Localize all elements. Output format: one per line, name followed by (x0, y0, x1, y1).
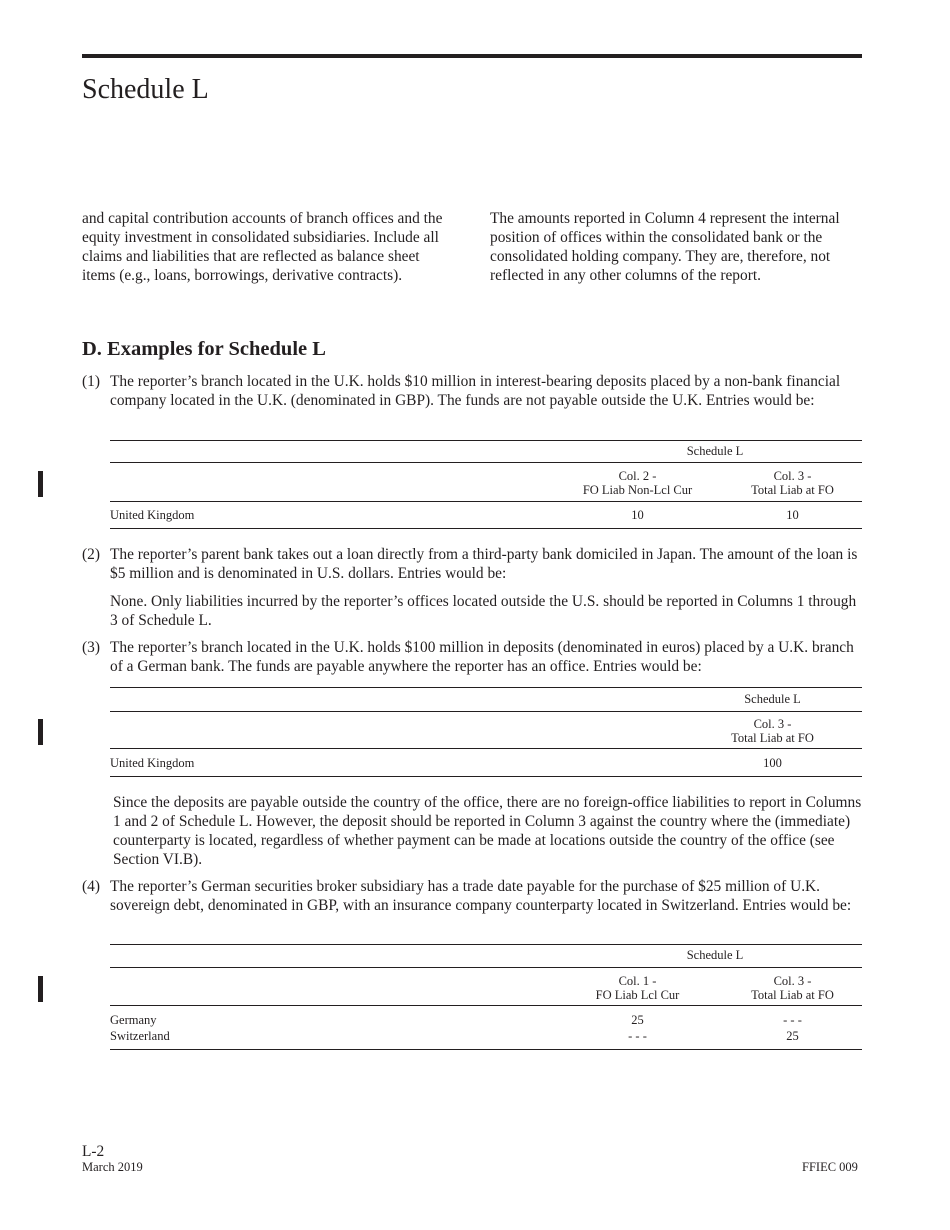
example-text: The reporter’s branch located in the U.K. holds $10 million in interest-bearing deposits placed by a non-bank financial company located in the U.K. (denominated in GBP). The funds are not payable outside the U.K. Entries would be: (110, 373, 841, 409)
example-2-note: None. Only liabilities incurred by the reporter’s offices located outside the U.S. should be reported in Columns 1 through 3 of Schedule L. (110, 593, 857, 629)
column-header: Col. 3 - Total Liab at FO (751, 974, 834, 1002)
table-group-header: Schedule L (686, 444, 744, 458)
change-bar (38, 719, 43, 745)
example-1 (82, 372, 862, 410)
column-header: Col. 1 - FO Liab Lcl Cur (595, 974, 680, 1002)
table-cell: - - - (628, 1029, 647, 1043)
example-number: (3) (82, 639, 100, 656)
table-rule (110, 687, 862, 688)
table-rule (110, 501, 862, 502)
table-cell: 25 (786, 1029, 799, 1043)
example-2 (82, 545, 862, 583)
table-cell: 10 (786, 508, 799, 522)
example-4 (82, 877, 862, 915)
page-number: L-2 (82, 1143, 105, 1160)
top-rule (82, 54, 862, 58)
column-header: Col. 2 - FO Liab Non-Lcl Cur (582, 469, 693, 497)
table-rule (110, 1005, 862, 1006)
table-cell: - - - (783, 1013, 802, 1027)
table-rule (110, 462, 862, 463)
example-number: (1) (82, 373, 100, 390)
example-number: (4) (82, 878, 100, 895)
table-rule (110, 1049, 862, 1050)
table-group-header: Schedule L (744, 692, 801, 706)
table-row-label: Germany (110, 1013, 157, 1027)
table-row-label: United Kingdom (110, 508, 195, 522)
example-number: (2) (82, 546, 100, 563)
table-rule (110, 440, 862, 441)
example-3 (82, 638, 862, 676)
table-rule (110, 944, 862, 945)
example-text: The reporter’s parent bank takes out a loan directly from a third-party bank domiciled in Japan. The amount of the loan is $5 million and is denominated in U.S. dollars. Entries would be: (110, 546, 858, 582)
table-row-label: United Kingdom (110, 756, 195, 770)
intro-right-column: The amounts reported in Column 4 represent the internal position of offices within the consolidated bank or the consolidated holding company. They are, therefore, not reflected in any other columns of the report. (490, 210, 840, 284)
table-cell: 100 (763, 756, 782, 770)
intro-left-column: and capital contribution accounts of branch offices and the equity investment in consolidated subsidiaries. Include all claims and liabilities that are reflected as balance sheet items (e.g., loans, borrowings, derivative contracts). (82, 210, 443, 284)
column-header: Col. 3 - Total Liab at FO (731, 717, 814, 745)
table-cell: 10 (631, 508, 644, 522)
table-row-label: Switzerland (110, 1029, 170, 1043)
footer-date: March 2019 (82, 1160, 143, 1174)
table-rule (110, 711, 862, 712)
column-header: Col. 3 - Total Liab at FO (751, 469, 834, 497)
footer-form-id: FFIEC 009 (802, 1160, 858, 1174)
example-4-table (110, 944, 862, 1052)
table-rule (110, 528, 862, 529)
example-3-note: Since the deposits are payable outside the country of the office, there are no foreign-office liabilities to report in Columns 1 and 2 of Schedule L. However, the deposit should be reported in Column 3 against the country where the (immediate) counterparty is located, regardless of whether payment can be made at locations outside the country of the office (see Section VI.B). (113, 794, 862, 868)
example-3-table (110, 687, 862, 779)
example-1-table (110, 440, 862, 530)
change-bar (38, 976, 43, 1002)
table-rule (110, 748, 862, 749)
table-rule (110, 967, 862, 968)
table-rule (110, 776, 862, 777)
example-text: The reporter’s branch located in the U.K. holds $100 million in deposits (denominated in euros) placed by a U.K. branch of a German bank. The funds are payable anywhere the reporter has an office. Entries would be: (110, 639, 854, 675)
table-cell: 25 (631, 1013, 644, 1027)
example-text: The reporter’s German securities broker subsidiary has a trade date payable for the purchase of $25 million of U.K. sovereign debt, denominated in GBP, with an insurance company counterparty located in Switzerland. Entries would be: (110, 878, 852, 914)
table-group-header: Schedule L (686, 948, 744, 962)
change-bar (38, 471, 43, 497)
section-heading: D. Examples for Schedule L (82, 338, 326, 360)
page-title: Schedule L (82, 74, 209, 105)
